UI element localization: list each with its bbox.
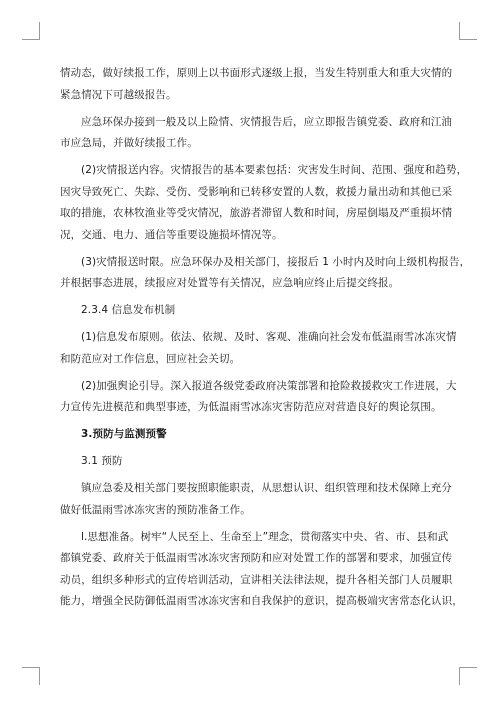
paragraph-line: 能力，增强全民防御低温雨雪冰冻灾害和自我保护的意识，提高极端灾害常态化认识， <box>60 595 463 607</box>
paragraph <box>60 112 452 155</box>
paragraph-line: 做好低温雨雪冰冻灾害的预防准备工作。 <box>60 503 251 516</box>
paragraph-line: (2)加强舆论引导。深入报道各级党委政府决策部署和抢险救援救灾工作进展，大 <box>81 379 457 392</box>
paragraph-line: 取的措施，农林牧渔业等受灾情况，旅游者滞留人数和时间，房屋倒塌及严重损坏情 <box>60 207 453 219</box>
crop-mark-bottom-right-v <box>459 667 460 685</box>
paragraph-line: l.思想准备。树牢“人民至上、生命至上”理念，贯彻落实中央、省、市、县和武 <box>81 530 449 543</box>
paragraph-line: (2)灾情报送内容。灾情报告的基本要素包括：灾害发生时间、范围、强度和趋势， <box>81 164 468 176</box>
paragraph <box>60 376 457 419</box>
crop-mark-top-right-v <box>459 22 460 40</box>
paragraph <box>60 478 452 521</box>
document-body <box>60 63 471 618</box>
paragraph-line: 动员，组织多种形式的宣传培训活动，宣讲相关法律法规，提升各相关部门人员履职 <box>60 573 453 586</box>
paragraph-line: 并根据事态进展，续报应对处置等有关情况，应急响应终止后提交终报。 <box>60 277 400 289</box>
crop-mark-bottom-right-h <box>459 667 477 668</box>
paragraph-line: (1)信息发布原则。依法、依规、及时、客观、准确向社会发布低温雨雪冰冻灾情 <box>81 331 457 343</box>
paragraph-line: (3)灾情报送时限。应急环保办及相关部门，接报后 1 小时内及时向上级机构报告， <box>81 255 471 268</box>
paragraph-line: 因灾导致死亡、失踪、受伤、受影响和已转移安置的人数，救援力量出动和其他已采 <box>60 185 453 198</box>
crop-mark-bottom-left-v <box>39 667 40 685</box>
paragraph <box>60 527 463 613</box>
subsection-heading: 3.1 预防 <box>81 455 123 467</box>
paragraph <box>60 63 453 106</box>
paragraph-line: 都镇党委、政府关于低温雨雪冰冻灾害预防和应对处置工作的部署和要求，加强宣传 <box>60 552 453 564</box>
crop-mark-top-left-h <box>22 39 40 40</box>
paragraph-line: 力宣传先进模范和典型事迹，为低温雨雪冰冻灾害防范应对营造良好的舆论氛围。 <box>60 401 442 413</box>
paragraph <box>60 327 457 370</box>
paragraph-line: 应急环保办接到一般及以上险情、灾情报告后，应立即报告镇党委、政府和江油 <box>81 115 452 128</box>
paragraph-line: 镇应急委及相关部门要按照职能职责，从思想认识、组织管理和技术保障上充分 <box>81 482 452 494</box>
paragraph-line: 况，交通、电力、通信等重要设施损坏情况等。 <box>60 228 283 241</box>
crop-mark-bottom-left-h <box>22 667 40 668</box>
paragraph <box>60 252 471 295</box>
paragraph-line: 情动态，做好续报工作，原则上以书面形式逐级上报，当发生特别重大和重大灾情的 <box>60 67 453 79</box>
crop-mark-top-right-h <box>459 39 477 40</box>
paragraph-line: 市应急局，并做好续报工作。 <box>60 137 198 149</box>
paragraph-line: 和防范应对工作信息，回应社会关切。 <box>60 352 241 365</box>
subsection-heading: 2.3.4 信息发布机制 <box>81 304 176 316</box>
paragraph-line: 紧急情况下可越级报告。 <box>60 88 177 101</box>
crop-mark-top-left-v <box>39 22 40 40</box>
paragraph <box>60 160 468 246</box>
section-heading: 3.预防与监测预警 <box>81 428 167 440</box>
